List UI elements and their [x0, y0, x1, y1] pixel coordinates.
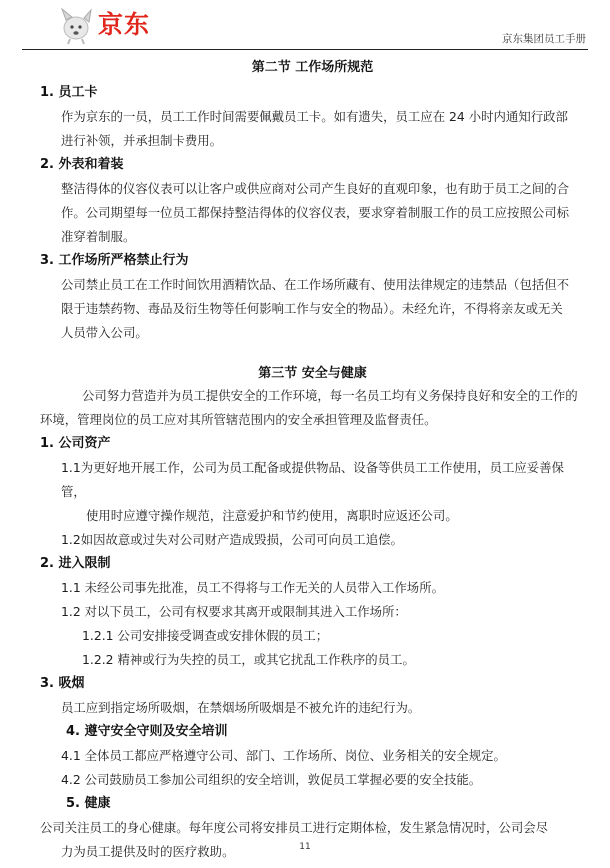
page-header — [0, 0, 610, 52]
s3-2-2-2: 1.2.2 精神或行为失控的员工，或其它扰乱工作秩序的员工。 — [82, 652, 415, 667]
s3-3-title: 3. 吸烟 — [40, 676, 85, 691]
s2-2-title: 2. 外表和着装 — [40, 157, 124, 172]
s3-4-title: 4. 遵守安全守则及安全培训 — [66, 724, 228, 739]
s2-2-line-3: 准穿着制服。 — [61, 229, 136, 244]
s2-1-title: 1. 员工卡 — [40, 85, 98, 100]
section-2-title: 第二节 工作场所规范 — [251, 60, 374, 75]
s3-2-1: 1.1 未经公司事先批准，员工不得将与工作无关的人员带入工作场所。 — [61, 580, 444, 595]
handbook-title: 京东集团员工手册 — [502, 33, 586, 45]
s3-3-line-1: 员工应到指定场所吸烟，在禁烟场所吸烟是不被允许的违纪行为。 — [61, 700, 421, 715]
s3-2-2-1: 1.2.1 公司安排接受调查或安排休假的员工； — [82, 628, 329, 643]
header-divider — [22, 49, 588, 50]
s2-3-line-3: 人员带入公司。 — [61, 325, 148, 340]
section-3-title: 第三节 安全与健康 — [258, 366, 367, 381]
s2-3-line-2: 限于违禁药物、毒品及衍生物等任何影响工作与安全的物品）。未经允许，不得将亲友或无关 — [61, 301, 563, 316]
s3-intro-line-1: 公司努力营造并为员工提供安全的工作环境，每一名员工均有义务保持良好和安全的工作的 — [82, 388, 578, 403]
s3-5-line-2: 力为员工提供及时的医疗救助。 — [61, 844, 235, 859]
s2-3-line-1: 公司禁止员工在工作时间饮用酒精饮品、在工作场所藏有、使用法律规定的违禁品（包括但不 — [61, 277, 570, 292]
s3-1-2: 1.2如因故意或过失对公司财产造成毁损，公司可向员工追偿。 — [61, 532, 403, 547]
s2-2-line-1: 整洁得体的仪容仪表可以让客户或供应商对公司产生良好的直观印象，也有助于员工之间的合 — [61, 181, 570, 196]
s3-2-title: 2. 进入限制 — [40, 556, 111, 571]
s3-5-line-1: 公司关注员工的身心健康。每年度公司将安排员工进行定期体检，发生紧急情况时，公司会尽 — [40, 820, 549, 835]
jd-dog-mascot-icon — [58, 6, 98, 46]
s3-4-1: 4.1 全体员工都应严格遵守公司、部门、工作场所、岗位、业务相关的安全规定。 — [61, 748, 506, 763]
s3-4-2: 4.2 公司鼓励员工参加公司组织的安全培训，敦促员工掌握必要的安全技能。 — [61, 772, 482, 787]
s3-2-2: 1.2 对以下员工，公司有权要求其离开或限制其进入工作场所： — [61, 604, 407, 619]
s3-1-title: 1. 公司资产 — [40, 436, 111, 451]
s2-2-line-2: 作。公司期望每一位员工都保持整洁得体的仪容仪表，要求穿着制服工作的员工应按照公司标 — [61, 205, 570, 220]
page-content — [40, 52, 585, 864]
s3-1-1-line-2: 使用时应遵守操作规范，注意爱护和节约使用，离职时应返还公司。 — [86, 508, 458, 523]
s3-5-title: 5. 健康 — [66, 796, 111, 811]
jd-logo — [58, 6, 188, 46]
page-number: 11 — [299, 842, 311, 852]
s3-1-1-line-1: 1.1为更好地开展工作，公司为员工配备或提供物品、设备等供员工工作使用，员工应妥善保管， — [61, 460, 564, 499]
s3-intro-line-2: 环境，管理岗位的员工应对其所管辖范围内的安全承担管理及监督责任。 — [40, 412, 437, 427]
s2-3-title: 3. 工作场所严格禁止行为 — [40, 253, 189, 268]
s2-1-line-2: 进行补领，并承担制卡费用。 — [61, 133, 223, 148]
s2-1-line-1: 作为京东的一员，员工工作时间需要佩戴员工卡。如有遗失，员工应在 24 小时内通知行政部 — [61, 109, 568, 124]
logo-text: 京东 — [98, 10, 151, 39]
